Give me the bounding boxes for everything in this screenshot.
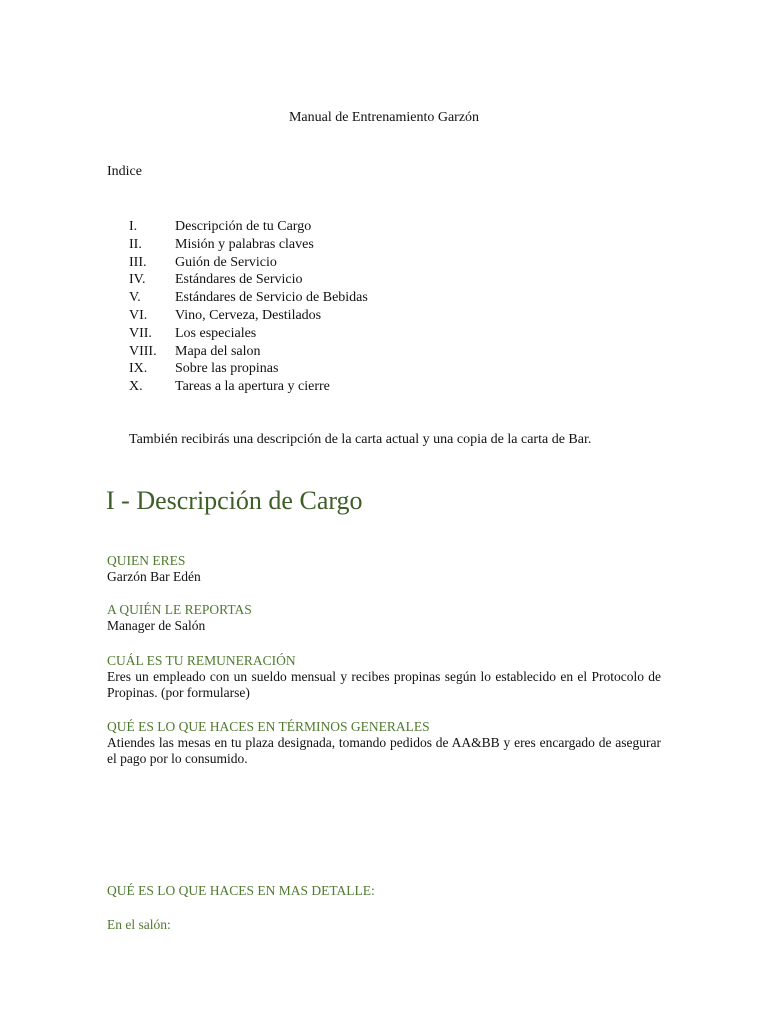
toc-item-number: VIII.: [129, 343, 157, 359]
who-section: [107, 553, 661, 585]
toc-item-number: IX.: [129, 361, 148, 377]
document-title: Manual de Entrenamiento Garzón: [288, 110, 480, 125]
toc-item-number: V.: [129, 290, 141, 306]
general-section: [107, 719, 661, 767]
toc-item: [129, 236, 368, 254]
salon-section: [107, 917, 661, 933]
toc-item: [129, 378, 368, 396]
toc-item-label: Vino, Cerveza, Destilados: [175, 307, 322, 323]
toc-item: [129, 360, 368, 378]
who-label: QUIEN ERES: [107, 553, 186, 568]
pay-text: Eres un empleado con un sueldo mensual y recibes propinas según lo establecido en el Protocolo de Propinas. (por formularse): [107, 669, 661, 700]
table-of-contents: [129, 218, 368, 396]
toc-item-label: Descripción de tu Cargo: [175, 219, 312, 234]
reports-section: [107, 602, 661, 634]
reports-label: A QUIÉN LE REPORTAS: [107, 602, 252, 617]
detail-section: [107, 883, 661, 899]
index-heading: Indice: [107, 164, 142, 179]
toc-item: [129, 307, 368, 325]
toc-item: [129, 254, 368, 272]
toc-item: [129, 325, 368, 343]
toc-item: [129, 271, 368, 289]
general-label: QUÉ ES LO QUE HACES EN TÉRMINOS GENERALES: [107, 719, 430, 734]
toc-item-number: X.: [129, 379, 143, 395]
toc-item-label: Guión de Servicio: [175, 254, 277, 270]
toc-item-label: Tareas a la apertura y cierre: [175, 379, 330, 395]
pay-label: CUÁL ES TU REMUNERACIÓN: [107, 653, 296, 668]
detail-label: QUÉ ES LO QUE HACES EN MAS DETALLE:: [107, 883, 375, 898]
toc-item-number: IV.: [129, 272, 146, 288]
toc-item-number: II.: [129, 236, 142, 252]
toc-item-label: Sobre las propinas: [175, 361, 279, 377]
intro-note: También recibirás una descripción de la carta actual y una copia de la carta de Bar.: [129, 432, 592, 447]
toc-item-label: Misión y palabras claves: [175, 236, 314, 252]
toc-item-label: Estándares de Servicio: [175, 272, 303, 288]
pay-section: [107, 653, 661, 701]
toc-item-number: VI.: [129, 307, 148, 323]
toc-item-label: Estándares de Servicio de Bebidas: [175, 290, 368, 306]
toc-item-number: I.: [129, 219, 138, 234]
section-title: I - Descripción de Cargo: [106, 486, 363, 515]
toc-item: [129, 343, 368, 361]
general-text: Atiendes las mesas en tu plaza designada, tomando pedidos de AA&BB y eres encargado de asegurar el pago por lo consumido.: [107, 735, 661, 766]
reports-text: Manager de Salón: [107, 618, 206, 633]
toc-item: [129, 218, 368, 236]
salon-label: En el salón:: [107, 917, 171, 932]
toc-item-number: VII.: [129, 325, 152, 341]
who-text: Garzón Bar Edén: [107, 569, 201, 584]
toc-item: [129, 289, 368, 307]
toc-item-label: Mapa del salon: [175, 343, 261, 359]
toc-item-label: Los especiales: [175, 325, 257, 341]
toc-item-number: III.: [129, 254, 147, 270]
